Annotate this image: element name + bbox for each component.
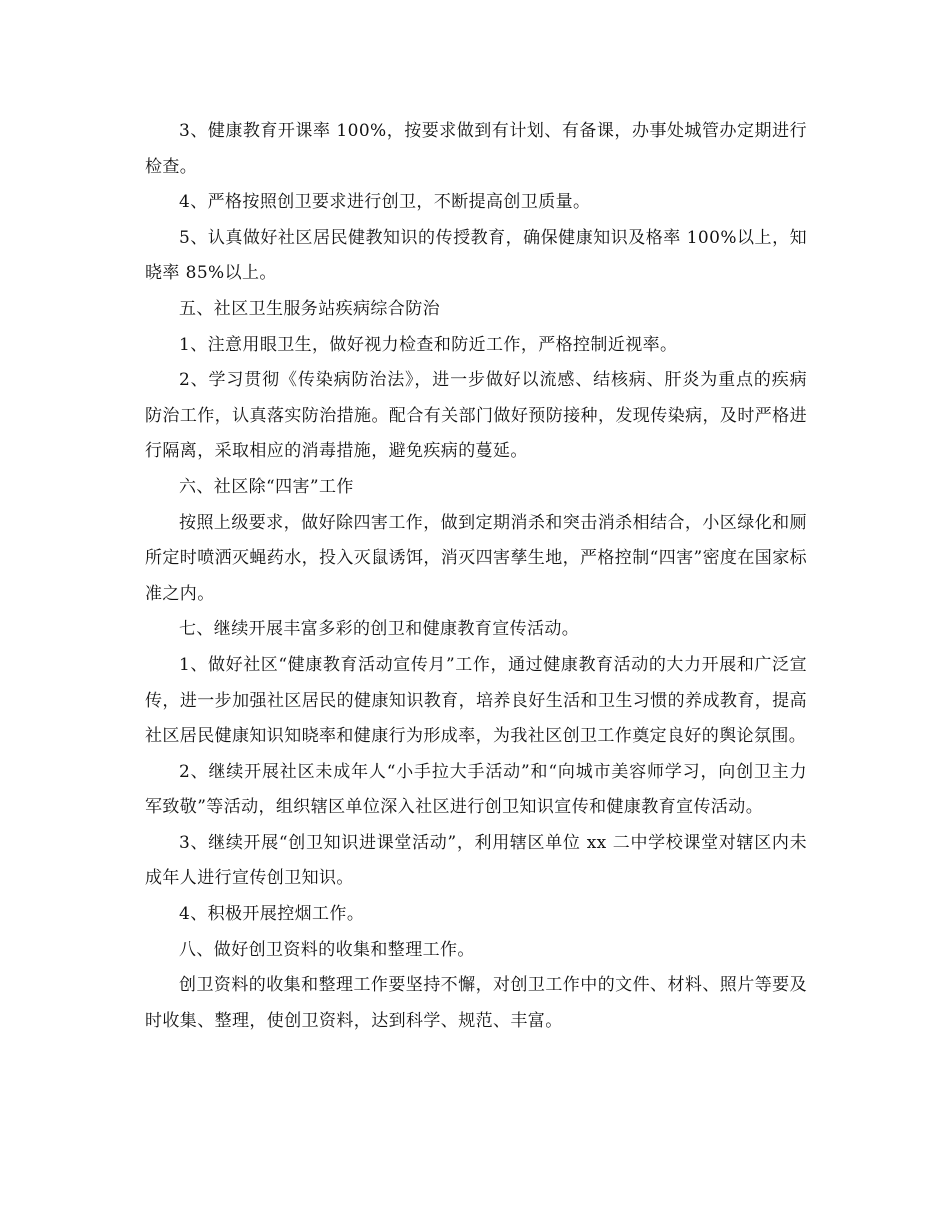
paragraph-item-4-smoking: 4、积极开展控烟工作。 [179,904,365,925]
section-heading-8: 八、做好创卫资料的收集和整理工作。 [179,939,475,960]
paragraph-item-1-vision: 1、注意用眼卫生，做好视力检查和防近工作，严格控制近视率。 [179,334,678,355]
paragraph-item-3: 3、健康教育开课率 100%，按要求做到有计划、有备课，办事处城管办定期进行检查。 [145,121,807,177]
paragraph-four-pests: 按照上级要求，做好除四害工作，做到定期消杀和突击消杀相结合，小区绿化和厕所定时喷洒灭蝇药水，投入灭鼠诱饵，消灭四害孳生地，严格控制“四害”密度在国家标准之内。 [145,512,807,604]
paragraph-item-4: 4、严格按照创卫要求进行创卫，不断提高创卫质量。 [179,192,591,213]
section-heading-7: 七、继续开展丰富多彩的创卫和健康教育宣传活动。 [179,619,580,640]
paragraph-item-1-campaign: 1、做好社区“健康教育活动宣传月”工作，通过健康教育活动的大力开展和广泛宣传，进一步加强社区居民的健康知识教育，培养良好生活和卫生习惯的养成教育，提高社区居民健康知识知晓率和健康行为形成率，为我社区创卫工作奠定良好的舆论氛围。 [145,654,807,747]
section-heading-5: 五、社区卫生服务站疾病综合防治 [179,298,440,319]
paragraph-item-2-disease: 2、学习贯彻《传染病防治法》，进一步做好以流感、结核病、肝炎为重点的疾病防治工作，认真落实防治措施。配合有关部门做好预防接种，发现传染病，及时严格进行隔离，采取相应的消毒措施，避免疾病的蔓延。 [145,370,807,462]
paragraph-item-3-classroom: 3、继续开展“创卫知识进课堂活动”，利用辖区单位 xx 二中学校课堂对辖区内未成年人进行宣传创卫知识。 [145,832,807,889]
paragraph-item-5: 5、认真做好社区居民健教知识的传授教育，确保健康知识及格率 100%以上，知晓率 85%以上。 [145,227,807,284]
document-body [145,114,807,1039]
paragraph-item-2-activities: 2、继续开展社区未成年人“小手拉大手活动”和“向城市美容师学习，向创卫主力军致敬”等活动，组织辖区单位深入社区进行创卫知识宣传和健康教育宣传活动。 [145,761,807,818]
paragraph-records: 创卫资料的收集和整理工作要坚持不懈，对创卫工作中的文件、材料、照片等要及时收集、整理，使创卫资料，达到科学、规范、丰富。 [145,975,807,1031]
section-heading-6: 六、社区除“四害”工作 [179,476,354,497]
